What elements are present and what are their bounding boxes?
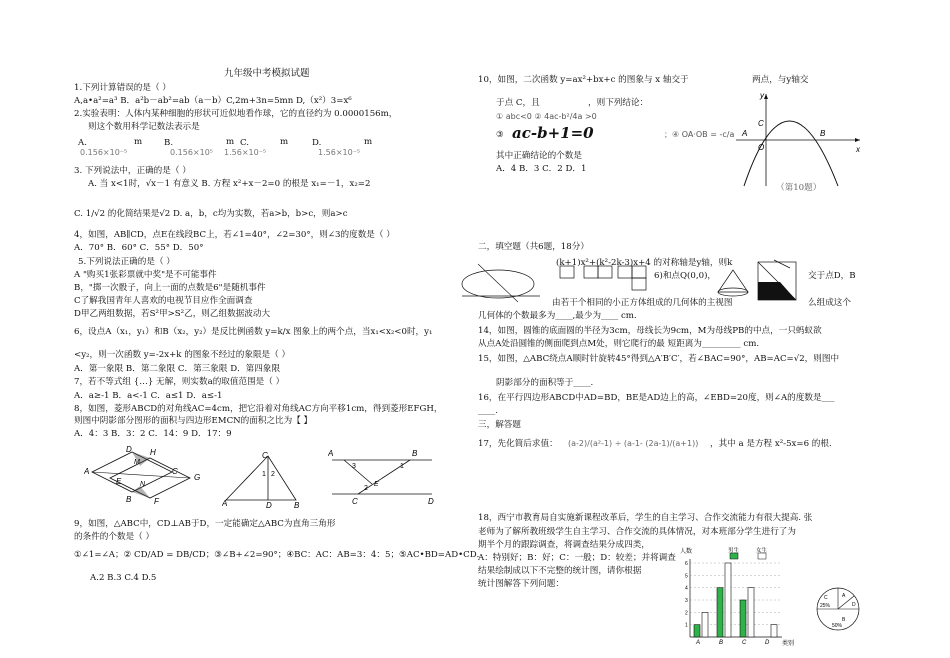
fig9-label-d: D xyxy=(266,501,272,508)
bar-A-male xyxy=(694,625,700,637)
bar-A-female xyxy=(702,612,708,637)
q14-line2: 从点A处沿圆锥的侧面爬到点M处，则它爬行的最 短距离为_________ cm. xyxy=(478,339,760,349)
bar-chart-category-label: A xyxy=(696,640,701,646)
bar-chart-ylabel: 人数 xyxy=(680,549,693,555)
q2-option-d: 1.56×10⁻⁵ xyxy=(318,148,361,157)
fig8-label-a: A xyxy=(84,467,90,476)
q5-d: D甲乙两组数据，若S²甲>S²乙，则乙组数据波动大 xyxy=(74,309,271,319)
q5-a: A "购买1张彩票就中奖"是不可能事件 xyxy=(74,270,217,280)
figure-q4-parallel-lines xyxy=(328,446,438,506)
q6-line1: 6，设点A（x₁，y₁）和B（x₂，y₂）是反比例函数 y=k/x 图象上的两个点，当x₁<x₂<0时，y₁ xyxy=(74,327,433,337)
fig8-label-n: N xyxy=(140,481,146,488)
fig9-label-a: A xyxy=(222,499,228,508)
q11-text: (k+1)x²+(k²-2k-3)x+4 的对称轴是y轴，则k xyxy=(556,258,733,268)
q1-options: A,a•a²=a³ B．a²b－ab²=ab（a－b）C,2m+3n=5mn D,（x²）3=x⁶ xyxy=(74,96,352,106)
fig10-label-o: O xyxy=(758,143,765,152)
q10-line5: 其中正确结论的个数是 xyxy=(496,151,582,161)
q2-option-b-label: B. xyxy=(164,138,174,148)
bar-chart-category-label: B xyxy=(719,640,724,646)
q2-option-c-unit: m xyxy=(280,137,289,147)
q12-tail: 交于点D，B xyxy=(808,271,856,281)
fig10-label-y: y xyxy=(760,91,764,100)
fig9-label-b: B xyxy=(294,501,300,508)
q10-line1-tail: 两点，与y轴交 xyxy=(752,75,809,85)
q18-pie-chart xyxy=(814,585,862,633)
q18-line1: 18，西宁市教育局自实施新课程改革后，学生的自主学习、合作交流能力有很大提高. 张 xyxy=(478,513,813,523)
fig4-label-3: 3 xyxy=(352,463,356,470)
bar-chart-tick-label: 3 xyxy=(685,598,688,604)
fig10-label-a: A xyxy=(742,129,748,138)
q7-stem: 7，若不等式组 {…} 无解，则实数a的取值范围是（ ） xyxy=(74,377,285,387)
figure-q14-cone xyxy=(458,256,548,306)
bar-C-male xyxy=(740,600,746,637)
q10-line2: 于点 C，且 xyxy=(496,98,540,108)
bar-chart-category-label: D xyxy=(765,640,770,646)
bar-chart-tick-label: 1 xyxy=(685,622,688,629)
q5-c: C了解我国青年人喜欢的电视节目应作全面调查 xyxy=(74,296,253,306)
fig9-label-c: C xyxy=(262,451,268,460)
q13-line2: 几何体的个数最多为____,最少为____ cm. xyxy=(478,311,637,321)
q2-option-a-label: A. xyxy=(78,138,87,148)
figure-q15-rotation xyxy=(754,256,800,304)
q16-line2: ____. xyxy=(478,406,498,416)
fig8-label-m: M xyxy=(134,459,140,466)
q10-condition-3-label: ③ xyxy=(496,130,504,140)
q18-bar-chart xyxy=(678,545,798,649)
q10-line1: 10，如图，二次函数 y=ax²+bx+c 的图象与 x 轴交于 xyxy=(478,75,689,85)
q2-option-d-unit: m xyxy=(364,137,373,147)
fig8-label-d: D xyxy=(126,446,132,454)
q4-stem: 4，如图，AB∥CD，点E在线段BC上，若∠1=40°，∠2=30°，则∠3的度数是（ ） xyxy=(74,230,395,240)
figure-q13-cubes xyxy=(558,264,650,292)
fig9-label-2: 2 xyxy=(271,471,275,478)
bar-chart-tick-label: 2 xyxy=(685,610,688,617)
q18-line6: 统计图解答下列问题： xyxy=(478,579,564,589)
q5-stem: 5.下列说法正确的是（ ） xyxy=(78,257,175,267)
fig10-label-b: B xyxy=(820,129,826,138)
fig10-label-x: x xyxy=(856,145,860,154)
figure-q9-triangle xyxy=(222,450,302,508)
q2-stem: 2.实验表明：人体内某种细胞的形状可近似地看作球，它的直径约为 0.0000156m， xyxy=(74,109,398,119)
q13-text: 由若干个相同的小正方体组成的几何体的主视图 xyxy=(552,298,733,308)
q2-option-c-label: C. xyxy=(240,138,250,148)
fig4-label-b: B xyxy=(412,449,418,458)
bar-B-male xyxy=(717,588,723,637)
fig4-label-c: C xyxy=(352,497,358,506)
q17-expression: (a-2)/(a²-1) ÷ (a-1- (2a-1)/(a+1)) xyxy=(568,439,699,448)
q3-stem: 3. 下列说法中，正确的是（ ） xyxy=(74,166,191,176)
q2-option-b: 0.156×10⁵ xyxy=(170,148,213,157)
fig4-label-a: A xyxy=(328,449,334,458)
q8-line1: 8，如图，菱形ABCD的对角线AC=4cm，把它沿着对角线AC方向平移1cm，得到菱形EFGH， xyxy=(74,404,443,414)
bar-C-female xyxy=(748,588,754,637)
q8-line2: 则图中阴影部分图形的面积与四边形EMCN的面积之比为【 】 xyxy=(74,416,313,426)
q10-options: A．4 B．3 C．2 D．1 xyxy=(496,164,587,174)
fig8-label-e: E xyxy=(116,477,122,486)
q2-option-b-unit: m xyxy=(226,137,235,147)
q1-stem: 1.下列计算错误的是（ ） xyxy=(74,83,171,93)
q2-option-a: 0.156×10⁻⁵ xyxy=(80,148,128,157)
fig8-label-g: G xyxy=(194,473,201,482)
q15-line1: 15，如图，△ABC绕点A顺时针旋转45°得到△A′B′C′，若∠BAC=90°，AB=AC=√2，则图中 xyxy=(478,354,840,364)
q10-condition-4: ；④ OA·OB = -c/a xyxy=(664,130,735,139)
pie-percent-50: 50% xyxy=(832,623,843,629)
bar-chart-xlabel: 类别 xyxy=(782,641,795,647)
q6-line2: <y₂，则一次函数 y=-2x+k 的图象不经过的象限是（ ） xyxy=(74,350,291,360)
figure-q8-rhombus xyxy=(84,446,204,506)
pie-label-a: A xyxy=(842,593,846,599)
q13-tail: 么组成这个 xyxy=(808,298,851,308)
fig4-label-2: 2 xyxy=(364,485,368,492)
q2-option-d-label: D. xyxy=(312,138,322,148)
page-title: 九年级中考模拟试题 xyxy=(224,68,310,79)
fig4-label-e: E xyxy=(374,481,379,488)
q17-tail: ，其中 a 是方程 x²-5x=6 的根. xyxy=(710,439,832,449)
legend-label-male: 男生 xyxy=(728,548,740,554)
q9-line2: 的条件的个数是（ ） xyxy=(74,532,155,542)
fig10-label-c: C xyxy=(758,119,764,128)
q3-line-c: C. 1/√2 的化简结果是√2 D. a，b，c均为实数，若a>b，b>c，则a>c xyxy=(74,209,348,219)
q16-line1: 16，在平行四边形ABCD中AD=BD，BE是AD边上的高，∠EBD=20度，则∠A的度数是___ xyxy=(478,393,835,403)
q3-line-a: A. 当 x<1时，√x－1 有意义 B. 方程 x²+x－2=0 的根是 x₁=－1，x₂=2 xyxy=(88,179,371,189)
pie-label-b: B xyxy=(842,617,846,623)
q18-line4: A：特别好；B：好；C：一般；D：较差；并将调查 xyxy=(478,553,676,563)
q17-stem: 17，先化简后求值： xyxy=(478,439,558,449)
q10-caption: （第10题） xyxy=(776,183,822,193)
bar-chart-category-label: C xyxy=(742,640,747,646)
q10-condition-3: ac-b+1=0 xyxy=(512,124,594,142)
bar-chart-tick-label: 5 xyxy=(685,573,688,580)
q12-text: 6)和点Q(0,0)， xyxy=(654,271,717,281)
section-answer: 三，解答题 xyxy=(478,420,521,430)
q15-line2: 阴影部分的面积等于____. xyxy=(496,378,594,388)
q10-conditions-1-2: ① abc<0 ② 4ac-b²/4a >0 xyxy=(496,112,597,121)
section-fill-blank: 二，填空题（共6题，18分） xyxy=(478,242,589,252)
bar-B-female xyxy=(725,563,731,637)
bar-chart-tick-label: 6 xyxy=(685,561,688,567)
q7-options: A．a≥-1 B．a<-1 C．a≤1 D．a≤-1 xyxy=(74,391,223,401)
pie-percent-25: 25% xyxy=(820,603,831,609)
bar-D-female xyxy=(771,625,777,637)
q14-line1: 14，如图，圆锥的底面圆的半径为3cm，母线长为9cm，M为母线PB的中点，一只蚂蚁欲 xyxy=(478,326,822,336)
bar-chart-tick-label: 4 xyxy=(685,585,688,592)
q10-line2-tail: ，则下列结论： xyxy=(588,98,649,108)
legend-label-female: 女生 xyxy=(756,548,768,554)
fig8-label-h: H xyxy=(150,448,156,457)
q9-line1: 9，如图，△ABC中，CD⊥AB于D，一定能确定△ABC为直角三角形 xyxy=(74,519,336,529)
fig4-label-d: D xyxy=(428,497,434,506)
q2-line2: 则这个数用科学记数法表示是 xyxy=(88,122,200,132)
figure-q10-parabola xyxy=(734,90,864,190)
q4-options: A．70° B．60° C．55° D．50° xyxy=(74,243,204,253)
q18-line5: 结果绘制成以下不完整的统计图，请你根据 xyxy=(478,566,642,576)
q2-option-c: 1.56×10⁻⁵ xyxy=(224,148,267,157)
fig4-label-1: 1 xyxy=(400,463,404,470)
q2-option-a-unit: m xyxy=(134,137,143,147)
q18-line3: 期半个月的跟踪调查，将调查结果分成四类， xyxy=(478,540,650,550)
fig8-label-b: B xyxy=(126,495,132,504)
fig9-label-1: 1 xyxy=(262,471,266,478)
q6-options: A．第一象限 B．第二象限 C．第三象限 D．第四象限 xyxy=(74,364,281,374)
pie-label-c: C xyxy=(824,595,828,601)
q5-b: B，"掷一次骰子，向上一面的点数是6"是随机事件 xyxy=(74,283,266,293)
q9-options: A.2 B.3 C.4 D.5 xyxy=(90,573,157,583)
figure-q14-pyramid xyxy=(716,268,750,298)
pie-label-d: D xyxy=(852,602,856,608)
q8-options: A．4：3 B．3：2 C．14：9 D．17：9 xyxy=(74,429,232,439)
fig8-label-c: C xyxy=(172,467,178,476)
q9-conditions: ①∠1=∠A；② CD/AD = DB/CD；③∠B+∠2=90°；④BC：AC：AB=3：4：5；⑤AC•BD=AD•CD． xyxy=(74,550,486,560)
fig8-label-f: F xyxy=(154,497,159,506)
q18-line2: 老师为了解所教班级学生自主学习、合作交流的具体情况，对本班部分学生进行了为 xyxy=(478,527,796,537)
